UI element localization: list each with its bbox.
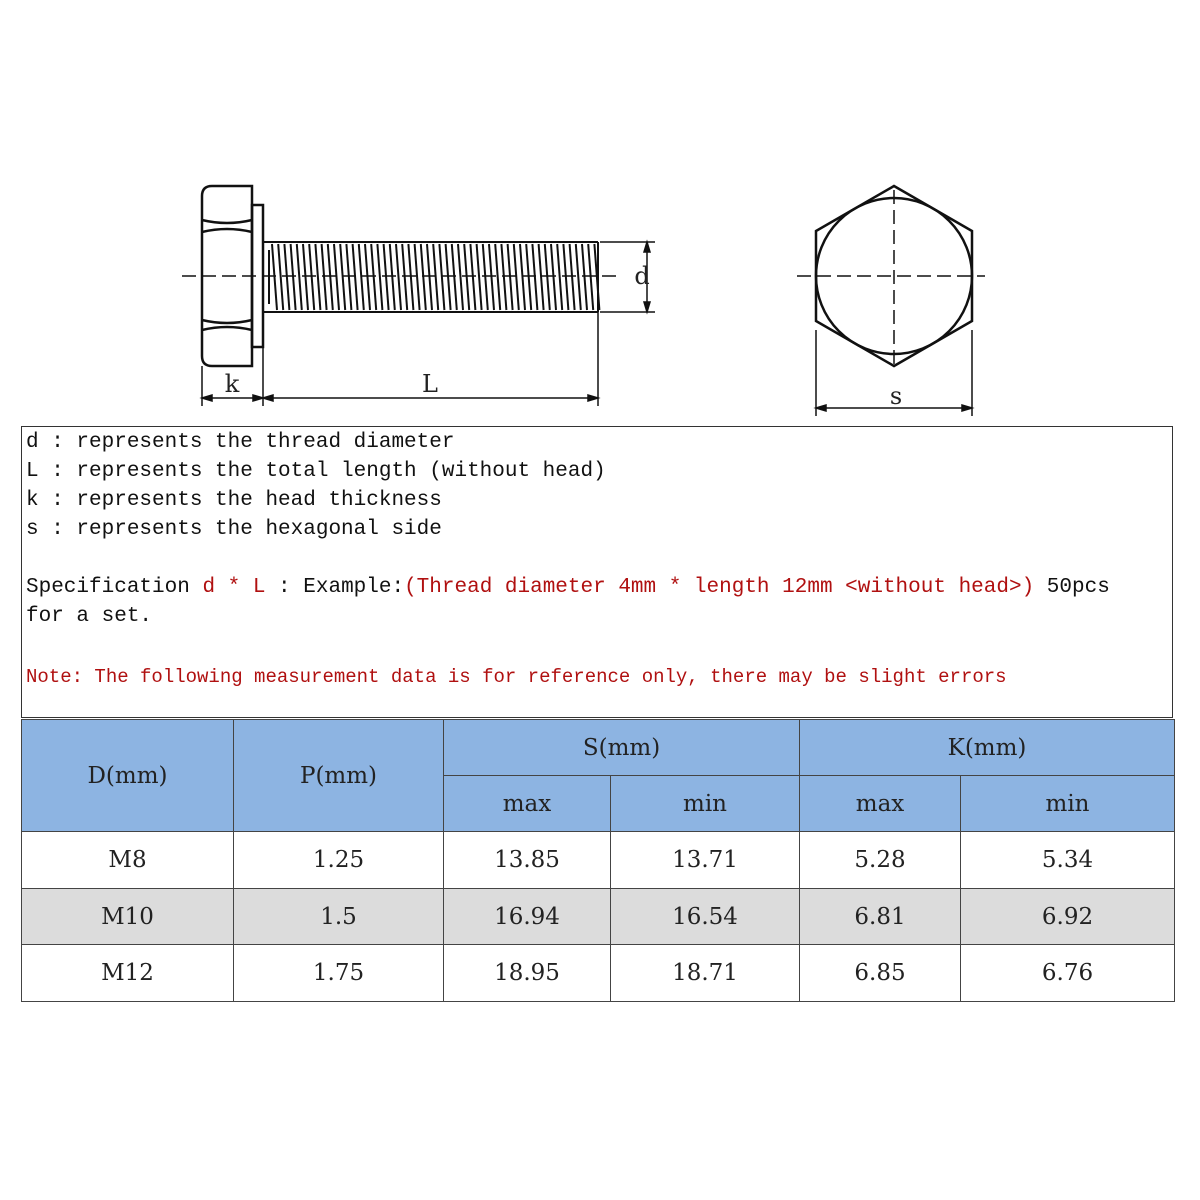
- cell-size: M12: [22, 945, 234, 1002]
- spec-prefix: Specification: [26, 576, 203, 599]
- thread-line: [508, 244, 513, 310]
- cell-pitch: 1.75: [234, 945, 444, 1002]
- cell-s-min: 18.71: [611, 945, 800, 1002]
- thread-line: [353, 244, 358, 310]
- thread-line: [359, 244, 364, 310]
- thread-line: [377, 244, 382, 310]
- thread-line: [272, 244, 277, 310]
- header-d: D(mm): [22, 720, 234, 832]
- thread-line: [557, 244, 562, 310]
- legend-d: d : represents the thread diameter: [26, 431, 455, 454]
- table-row: [22, 832, 1175, 889]
- thread-line: [588, 244, 593, 310]
- thread-lines: [272, 244, 599, 310]
- cell-size: M8: [22, 832, 234, 889]
- thread-line: [470, 244, 475, 310]
- thread-line: [526, 244, 531, 310]
- cell-k-min: 6.76: [961, 945, 1175, 1002]
- header-s: S(mm): [444, 720, 800, 776]
- thread-line: [520, 244, 525, 310]
- spec-table: [21, 719, 1175, 1002]
- cell-s-max: 18.95: [444, 945, 611, 1002]
- thread-line: [303, 244, 308, 310]
- cell-pitch: 1.5: [234, 889, 444, 945]
- thread-line: [309, 244, 314, 310]
- thread-line: [427, 244, 432, 310]
- spec-example: (Thread diameter 4mm * length 12mm <without head>): [404, 576, 1035, 599]
- table-row: [22, 889, 1175, 945]
- thread-line: [489, 244, 494, 310]
- thread-line: [284, 244, 289, 310]
- cell-k-max: 5.28: [800, 832, 961, 889]
- legend-s: s : represents the hexagonal side: [26, 518, 442, 541]
- bolt-drawing: [0, 0, 1200, 425]
- cell-k-max: 6.81: [800, 889, 961, 945]
- specification-line: [26, 576, 1110, 600]
- spec-suffix: 50pcs: [1034, 576, 1110, 599]
- cell-pitch: 1.25: [234, 832, 444, 889]
- specification-line-2: for a set.: [26, 605, 153, 628]
- thread-line: [328, 244, 333, 310]
- thread-line: [390, 244, 395, 310]
- label-d: d: [634, 262, 650, 290]
- centerlines: [182, 190, 985, 370]
- note-text: Note: The following measurement data is for reference only, there may be slight errors: [26, 666, 1007, 688]
- header-k-min: min: [961, 776, 1175, 832]
- thread-line: [514, 244, 519, 310]
- thread-line: [563, 244, 568, 310]
- header-s-min: min: [611, 776, 800, 832]
- thread-line: [458, 244, 463, 310]
- cell-s-max: 13.85: [444, 832, 611, 889]
- cell-k-min: 6.92: [961, 889, 1175, 945]
- thread-line: [570, 244, 575, 310]
- spec-sep: : Example:: [265, 576, 405, 599]
- thread-line: [297, 244, 302, 310]
- thread-line: [545, 244, 550, 310]
- thread-line: [495, 244, 500, 310]
- thread-line: [421, 244, 426, 310]
- description-box: [21, 426, 1173, 718]
- thread-line: [384, 244, 389, 310]
- cell-s-min: 16.54: [611, 889, 800, 945]
- thread-line: [532, 244, 537, 310]
- thread-line: [340, 244, 345, 310]
- thread-line: [371, 244, 376, 310]
- legend-k: k : represents the head thickness: [26, 489, 442, 512]
- header-k: K(mm): [800, 720, 1175, 776]
- thread-line: [477, 244, 482, 310]
- thread-line: [483, 244, 488, 310]
- thread-line: [501, 244, 506, 310]
- cell-s-min: 13.71: [611, 832, 800, 889]
- thread-line: [322, 244, 327, 310]
- spec-formula: d * L: [202, 576, 266, 599]
- thread-line: [446, 244, 451, 310]
- thread-line: [365, 244, 370, 310]
- thread-line: [396, 244, 401, 310]
- thread-line: [315, 244, 320, 310]
- label-s: s: [889, 382, 903, 410]
- label-L: L: [422, 370, 438, 398]
- thread-line: [576, 244, 581, 310]
- header-s-max: max: [444, 776, 611, 832]
- thread-line: [278, 244, 283, 310]
- legend-L: L : represents the total length (without head): [26, 460, 606, 483]
- thread-line: [439, 244, 444, 310]
- label-k: k: [224, 370, 240, 398]
- table-row: [22, 945, 1175, 1002]
- thread-line: [415, 244, 420, 310]
- thread-line: [408, 244, 413, 310]
- thread-line: [452, 244, 457, 310]
- thread-line: [582, 244, 587, 310]
- cell-size: M10: [22, 889, 234, 945]
- header-p: P(mm): [234, 720, 444, 832]
- thread-line: [464, 244, 469, 310]
- thread-line: [551, 244, 556, 310]
- thread-line: [334, 244, 339, 310]
- thread-line: [346, 244, 351, 310]
- thread-line: [402, 244, 407, 310]
- thread-line: [291, 244, 296, 310]
- header-k-max: max: [800, 776, 961, 832]
- header-row: [22, 720, 1175, 776]
- cell-k-max: 6.85: [800, 945, 961, 1002]
- thread-line: [433, 244, 438, 310]
- cell-s-max: 16.94: [444, 889, 611, 945]
- cell-k-min: 5.34: [961, 832, 1175, 889]
- thread-line: [539, 244, 544, 310]
